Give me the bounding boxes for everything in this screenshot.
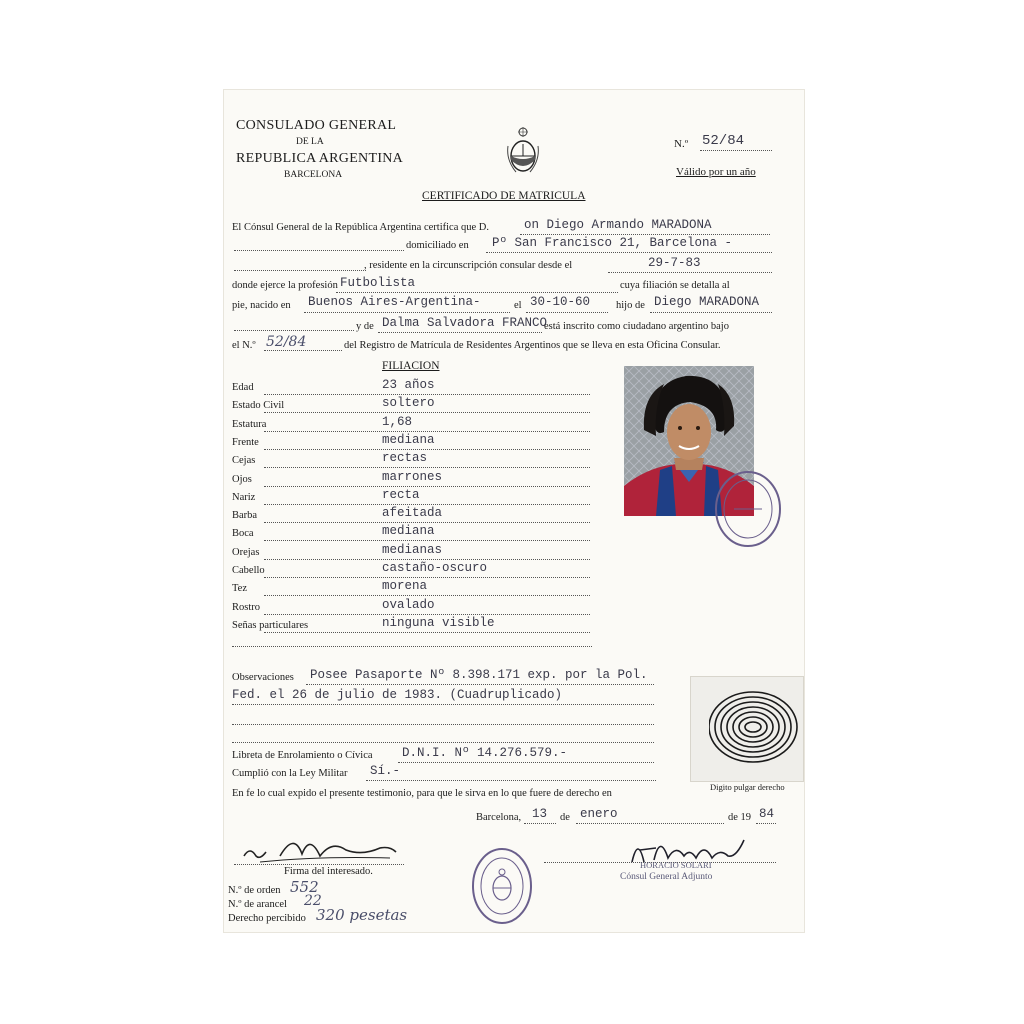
- registered-text: está inscrito como ciudadano argentino bajo: [544, 321, 729, 332]
- consul-name: HORACIO SOLARI: [640, 860, 712, 870]
- certificate-title: CERTIFICADO DE MATRICULA: [422, 190, 586, 202]
- closing-text: En fe lo cual expido el presente testimonio, para que le sirva en lo que fuere de derecho en: [232, 788, 612, 799]
- certifies-text: El Cónsul General de la República Argentina certifica que D.: [232, 222, 489, 233]
- consulate-line2: DE LA: [296, 137, 324, 147]
- tariff-number-label: N.º de arancel: [228, 899, 287, 910]
- profession-value: Futbolista: [340, 276, 416, 290]
- filiation-label: Orejas: [232, 546, 260, 558]
- holder-signature-label: Firma del interesado.: [284, 866, 373, 877]
- filiation-label: Cejas: [232, 455, 256, 467]
- closing-month: enero: [580, 807, 618, 821]
- holder-signature-icon: [240, 826, 400, 866]
- filiation-label: Rostro: [232, 601, 261, 613]
- observations-label: Observaciones: [232, 672, 294, 683]
- order-number-label: N.º de orden: [228, 885, 281, 896]
- mother-name: Dalma Salvadora FRANCO: [382, 316, 548, 330]
- filiation-value: mediana: [382, 524, 435, 539]
- and-of-label: y de: [356, 321, 374, 332]
- filiation-value: castaño-oscuro: [382, 561, 488, 575]
- filiation-label: Estatura: [232, 418, 267, 430]
- military-value: Sí.-: [370, 764, 401, 778]
- tariff-number-value: 22: [304, 893, 322, 909]
- resident-since: 29-7-83: [648, 256, 701, 270]
- validity-text: Válido por un año: [676, 166, 756, 178]
- profession-label: donde ejerce la profesión: [232, 280, 338, 291]
- date-label: el: [514, 300, 522, 311]
- filiation-value: 23 años: [382, 378, 435, 392]
- domicile-value: Pº San Francisco 21, Barcelona -: [492, 236, 733, 250]
- consulate-line3: REPUBLICA ARGENTINA: [236, 151, 404, 166]
- observations-line1: Posee Pasaporte Nº 8.398.171 exp. por la Pol.: [310, 668, 648, 682]
- filiation-label: Boca: [232, 528, 254, 540]
- registry-number-value: 52/84: [266, 334, 307, 350]
- enrollment-value: D.N.I. Nº 14.276.579.-: [402, 746, 568, 760]
- closing-year: 84: [759, 807, 775, 821]
- filiation-value: rectas: [382, 451, 428, 466]
- filiation-value: morena: [382, 579, 428, 594]
- filiation-label: Tez: [232, 583, 248, 595]
- fee-label: Derecho percibido: [228, 913, 306, 924]
- filiation-label: Ojos: [232, 473, 252, 485]
- holder-name: on Diego Armando MARADONA: [524, 218, 712, 232]
- filiation-label: Cabello: [232, 565, 265, 576]
- filiation-value: marrones: [382, 469, 443, 484]
- son-of-label: hijo de: [616, 300, 645, 311]
- filiation-value: medianas: [382, 542, 443, 557]
- filiation-value: soltero: [382, 396, 435, 411]
- filiation-value: mediana: [382, 432, 435, 447]
- consul-title: Cónsul General Adjunto: [620, 872, 713, 882]
- thumb-caption: Digito pulgar derecho: [710, 782, 785, 792]
- fingerprint-icon: [691, 677, 803, 781]
- born-label: pie, nacido en: [232, 300, 291, 311]
- fee-value: 320 pesetas: [316, 906, 408, 924]
- consulate-stamp-icon: [712, 468, 784, 550]
- consulate-line4: BARCELONA: [284, 170, 343, 180]
- number-label: N.º: [674, 138, 689, 150]
- filiation-value: ninguna visible: [382, 615, 495, 630]
- filiation-intro: cuya filiación se detalla al: [620, 280, 730, 291]
- certificate-number: 52/84: [702, 133, 745, 149]
- domicile-label: domiciliado en: [406, 240, 469, 251]
- closing-de1: de: [560, 812, 570, 823]
- coat-of-arms-icon: [506, 126, 540, 178]
- filiation-label: Señas particulares: [232, 619, 309, 631]
- certificate-document: [224, 90, 804, 932]
- filiation-value: recta: [382, 487, 420, 502]
- filiation-label: Edad: [232, 382, 254, 393]
- filiation-label: Barba: [232, 510, 258, 522]
- filiation-label: Estado Civil: [232, 400, 285, 412]
- closing-day: 13: [532, 807, 548, 821]
- closing-de2: de 19: [728, 812, 752, 823]
- filiation-label: Frente: [232, 436, 259, 448]
- enrollment-label: Libreta de Enrolamiento o Cívica: [232, 750, 373, 761]
- resident-label: , residente en la circunscripción consular desde el: [364, 260, 573, 271]
- order-number-value: 552: [290, 878, 319, 896]
- consular-seal-icon: [470, 846, 534, 926]
- closing-city: Barcelona,: [476, 812, 522, 823]
- observations-line2: Fed. el 26 de julio de 1983. (Cuadruplicado): [232, 688, 563, 702]
- registry-number-label: el N.º: [232, 340, 256, 351]
- filiation-title: FILIACION: [382, 360, 440, 372]
- filiation-value: 1,68: [382, 414, 413, 429]
- father-name: Diego MARADONA: [654, 295, 760, 309]
- military-label: Cumplió con la Ley Militar: [232, 768, 348, 779]
- registry-text: del Registro de Matrícula de Residentes Argentinos que se lleva en esta Oficina Consular.: [344, 340, 721, 351]
- filiation-value: ovalado: [382, 597, 435, 612]
- thumbprint-box: [690, 676, 804, 782]
- birthplace-value: Buenos Aires-Argentina-: [308, 295, 481, 309]
- filiation-value: afeitada: [382, 506, 443, 521]
- filiation-label: Nariz: [232, 491, 256, 503]
- birth-date: 30-10-60: [530, 295, 591, 309]
- consulate-line1: CONSULADO GENERAL: [236, 118, 397, 133]
